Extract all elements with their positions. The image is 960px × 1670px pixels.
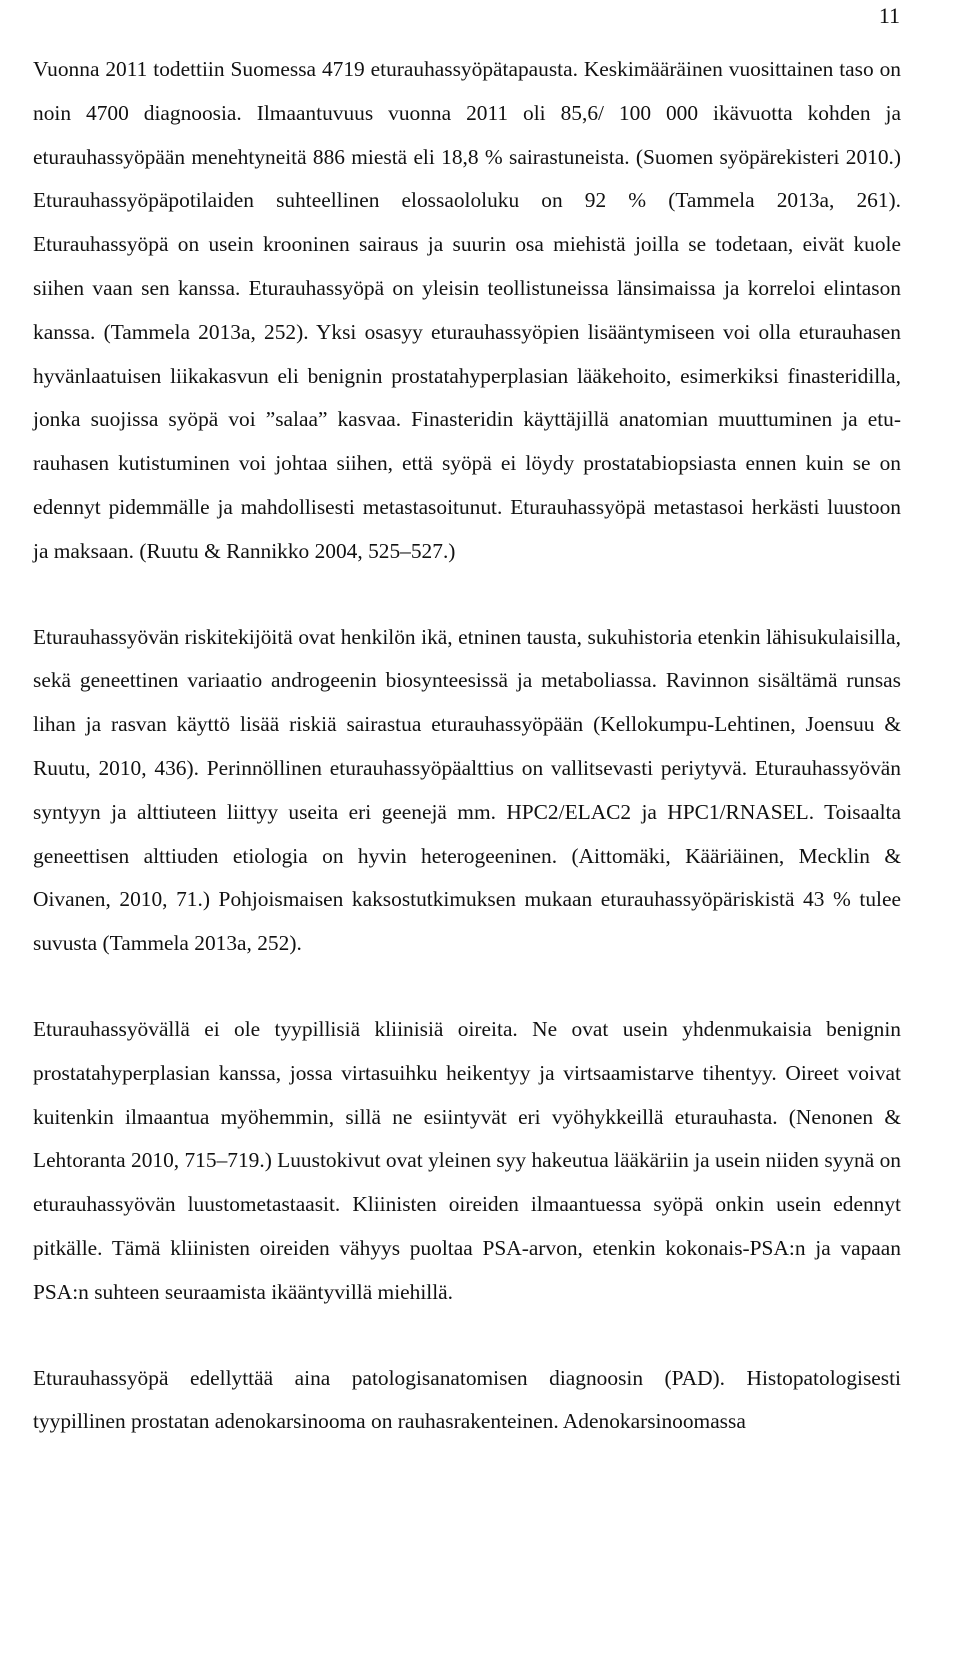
- paragraph-diagnosis: Eturauhassyöpä edellyttää aina patologisanatomisen diagnoosin (PAD). Histopatologisesti tyypillinen prostatan adenokarsinooma on rauhasrakenteinen. Adenokarsinoomassa: [33, 1365, 901, 1434]
- page-number: 11: [878, 3, 900, 28]
- paragraph-symptoms: Eturauhassyövällä ei ole tyypillisiä kliinisiä oireita. Ne ovat usein yhdenmukaisia benignin prostatahyperplasian kanssa, jossa virtasuihku heikentyy ja virtsaamistarve tihentyy. Oireet voivat kuitenkin ilmaantua myöhemmin, sillä ne esiintyvät eri vyöhykkeillä eturauhasta. (Nenonen & Lehtoranta 2010, 715–719.) Luustokivut ovat yleinen syy hakeutua lääkäriin ja usein niiden syynä on eturauhassyövän luustometastaasit. Kliinisten oireiden ilmaantuessa syöpä onkin usein edennyt pitkälle. Tämä kliinisten oireiden vähyys puoltaa PSA-arvon, etenkin kokonais-PSA:n ja vapaan PSA:n suhteen seuraamista ikääntyvillä miehillä.: [33, 1016, 901, 1304]
- paragraph-incidence: Vuonna 2011 todettiin Suomessa 4719 eturauhassyöpätapausta. Keskimääräinen vuosittainen taso on noin 4700 diagnoosia. Ilmaantuvuus vuonna 2011 oli 85,6/ 100 000 ikävuotta kohden ja eturauhassyöpään menehtyneitä 886 miestä eli 18,8 % sairastuneista. (Suomen syöpärekisteri 2010.) Eturauhassyöpäpotilaiden suhteellinen elossaololuku on 92 % (Tammela 2013a, 261). Eturauhassyöpä on usein krooninen sairaus ja suurin osa miehistä joilla se todetaan, eivät kuole siihen vaan sen kanssa. Eturauhassyöpä on yleisin teollistuneissa länsimaissa ja korreloi elintason kanssa. (Tammela 2013a, 252). Yksi osasyy eturauhassyöpien lisääntymiseen voi olla eturauhasen hyvänlaatuisen liikakasvun eli benignin prostatahyperplasian lääkehoito, esimerkiksi finasteridilla, jonka suojissa syöpä voi ”salaa” kasvaa. Finasteridin käyttäjillä anatomian muuttuminen ja eturauhasen kutistuminen voi johtaa siihen, että syöpä ei löydy prostatabiopsiasta ennen kuin se on edennyt pidemmälle ja mahdollisesti metastasoitunut. Eturauhassyöpä metastasoi herkästi luustoon ja maksaan. (Ruutu & Rannikko 2004, 525–527.): [33, 57, 901, 563]
- paragraph-risk-factors: Eturauhassyövän riskitekijöitä ovat henkilön ikä, etninen tausta, sukuhistoria etenkin lähisukulaisilla, sekä geneettinen variaatio androgeenin biosynteesissä ja metaboliassa. Ravinnon sisältämä runsas lihan ja rasvan käyttö lisää riskiä sairastua eturauhassyöpään (Kellokumpu-Lehtinen, Joensuu & Ruutu, 2010, 436). Perinnöllinen eturauhassyöpäalttius on vallitsevasti periytyvä. Eturauhassyövän syntyyn ja alttiuteen liittyy useita eri geenejä mm. HPC2/ELAC2 ja HPC1/RNASEL. Toisaalta geneettisen alttiuden etiologia on hyvin heterogeeninen. (Aittomäki, Kääriäinen, Mecklin & Oivanen, 2010, 71.) Pohjoismaisen kaksostutkimuksen mukaan eturauhassyöpäriskistä 43 % tulee suvusta (Tammela 2013a, 252).: [33, 624, 901, 956]
- document-body: [33, 48, 901, 1444]
